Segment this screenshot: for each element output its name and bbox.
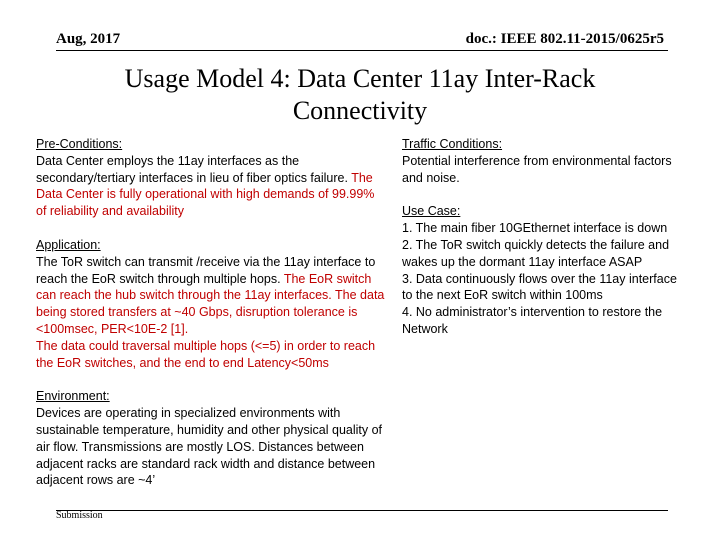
right-column <box>402 136 687 338</box>
environment-heading: Environment: <box>36 389 110 404</box>
traffic-text: Potential interference from environmental factors and noise. <box>402 153 672 185</box>
preconditions-text-highlight: The Data Center is fully operational with high demands of 99.99% of reliability and availability <box>36 170 375 219</box>
use-case-step: 4. No administrator’s intervention to restore the Network <box>402 305 663 336</box>
use-case-step: 1. The main fiber 10GEthernet interface is down <box>402 221 668 236</box>
header-date: Aug, 2017 <box>56 31 121 47</box>
environment-text: Devices are operating in specialized environments with sustainable temperature, humidity and other physical quality of air flow. Transmissions are mostly LOS. Distances between adjacent racks are standard rack width and distance between adjacent rows are ~4’ <box>36 406 383 488</box>
application-section <box>36 237 386 371</box>
header-divider <box>56 50 668 51</box>
preconditions-text: Data Center employs the 11ay interfaces as the secondary/tertiary interfaces in lieu of fiber optics failure. <box>36 153 348 185</box>
slide-title-line-2: Connectivity <box>292 96 428 125</box>
left-column <box>36 136 386 489</box>
slide-title <box>40 63 680 127</box>
use-case-section <box>402 203 687 337</box>
application-heading: Application: <box>36 237 101 252</box>
traffic-heading: Traffic Conditions: <box>402 137 503 151</box>
application-text: The ToR switch can transmit /receive via the 11ay interface to reach the EoR switch through multiple hops. <box>36 254 376 286</box>
preconditions-section <box>36 136 386 220</box>
footer-divider <box>56 510 668 511</box>
use-case-heading: Use Case: <box>402 204 461 219</box>
traffic-section <box>402 136 687 186</box>
slide-title-line-1: Usage Model 4: Data Center 11ay Inter-Rack <box>124 64 596 93</box>
preconditions-heading: Pre-Conditions: <box>36 137 123 151</box>
use-case-step: 2. The ToR switch quickly detects the failure and wakes up the dormant 11ay interface ASAP <box>402 237 670 269</box>
application-text-highlight-2: The data could traversal multiple hops (<=5) in order to reach the EoR switches, and the end to end Latency<50ms <box>36 338 376 370</box>
application-text-highlight: The EoR switch can reach the hub switch through the 11ay interfaces. The data being stored transfers at ~40 Gbps, disruption tolerance is <100msec, PER<10E-2 [1]. <box>36 271 385 336</box>
environment-section <box>36 388 386 489</box>
use-case-step: 3. Data continuously flows over the 11ay interface to the next EoR switch within 100ms <box>402 271 677 303</box>
footer-submission: Submission <box>56 510 103 521</box>
header-doc-id: doc.: IEEE 802.11-2015/0625r5 <box>465 31 664 47</box>
